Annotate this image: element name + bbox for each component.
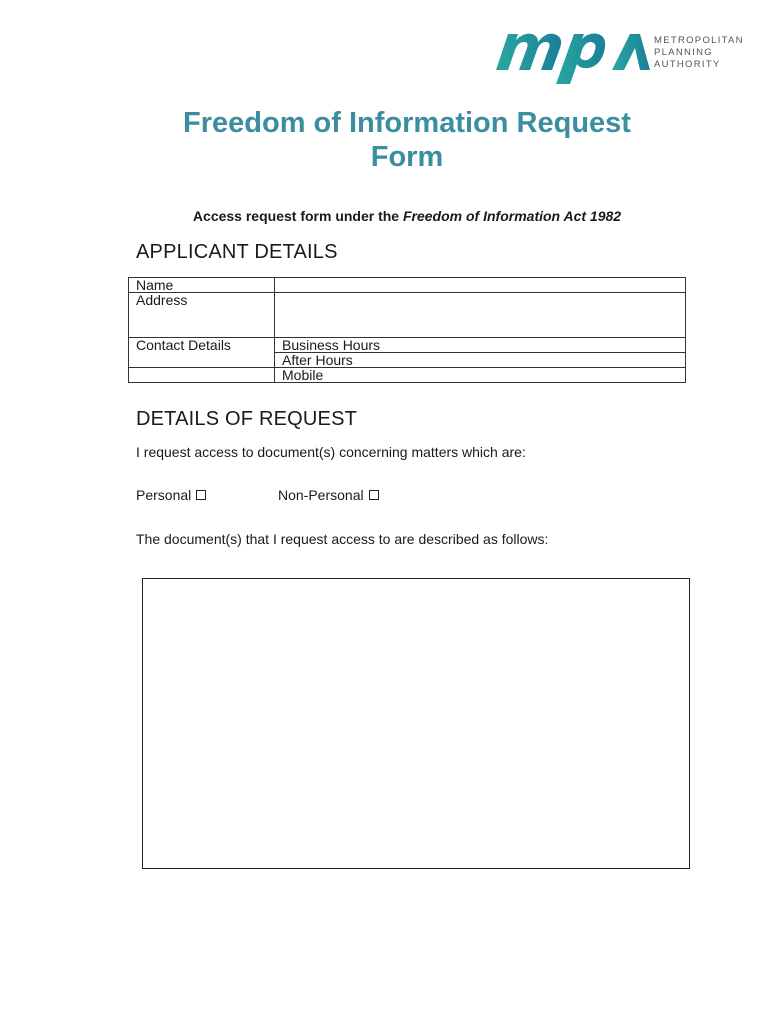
non-personal-checkbox[interactable] <box>369 490 379 500</box>
page-title <box>0 106 770 174</box>
act-name: Freedom of Information Act 1982 <box>402 208 622 224</box>
documents-description-prompt: The document(s) that I request access to are described as follows: <box>136 531 549 547</box>
mobile-spacer <box>129 368 275 383</box>
subtitle-prefix: Access request form under the <box>192 208 403 224</box>
personal-label: Personal <box>136 487 192 503</box>
personal-option <box>136 487 206 503</box>
mpa-logo-mark <box>494 24 654 86</box>
logo-word-1: METROPOLITAN <box>654 35 744 46</box>
name-label: Name <box>129 278 275 293</box>
name-field[interactable] <box>275 278 686 293</box>
title-line-2: Form <box>370 141 444 173</box>
non-personal-option <box>278 487 379 503</box>
address-field[interactable] <box>275 293 686 338</box>
mobile-field[interactable]: Mobile <box>275 368 686 383</box>
table-row <box>129 338 686 353</box>
form-subtitle <box>0 208 770 224</box>
business-hours-field[interactable]: Business Hours <box>275 338 686 353</box>
after-hours-field[interactable]: After Hours <box>275 353 686 368</box>
table-row <box>129 293 686 338</box>
logo-word-3: AUTHORITY <box>654 59 721 70</box>
details-of-request-heading: DETAILS OF REQUEST <box>136 408 358 430</box>
mpa-logo <box>494 24 744 86</box>
address-label: Address <box>129 293 275 338</box>
logo-word-2: PLANNING <box>654 47 713 58</box>
table-row <box>129 368 686 383</box>
contact-details-label: Contact Details <box>129 338 275 353</box>
request-intro-text: I request access to document(s) concerning matters which are: <box>136 444 526 460</box>
title-line-1: Freedom of Information Request <box>183 107 631 139</box>
table-row <box>129 278 686 293</box>
documents-description-box[interactable] <box>142 578 690 869</box>
non-personal-label: Non-Personal <box>278 487 364 503</box>
table-row <box>129 353 686 368</box>
applicant-details-heading: APPLICANT DETAILS <box>136 241 338 263</box>
contact-details-spacer <box>129 353 275 368</box>
applicant-details-table <box>128 277 686 383</box>
personal-checkbox[interactable] <box>196 490 206 500</box>
logo-wordmark <box>654 35 744 71</box>
